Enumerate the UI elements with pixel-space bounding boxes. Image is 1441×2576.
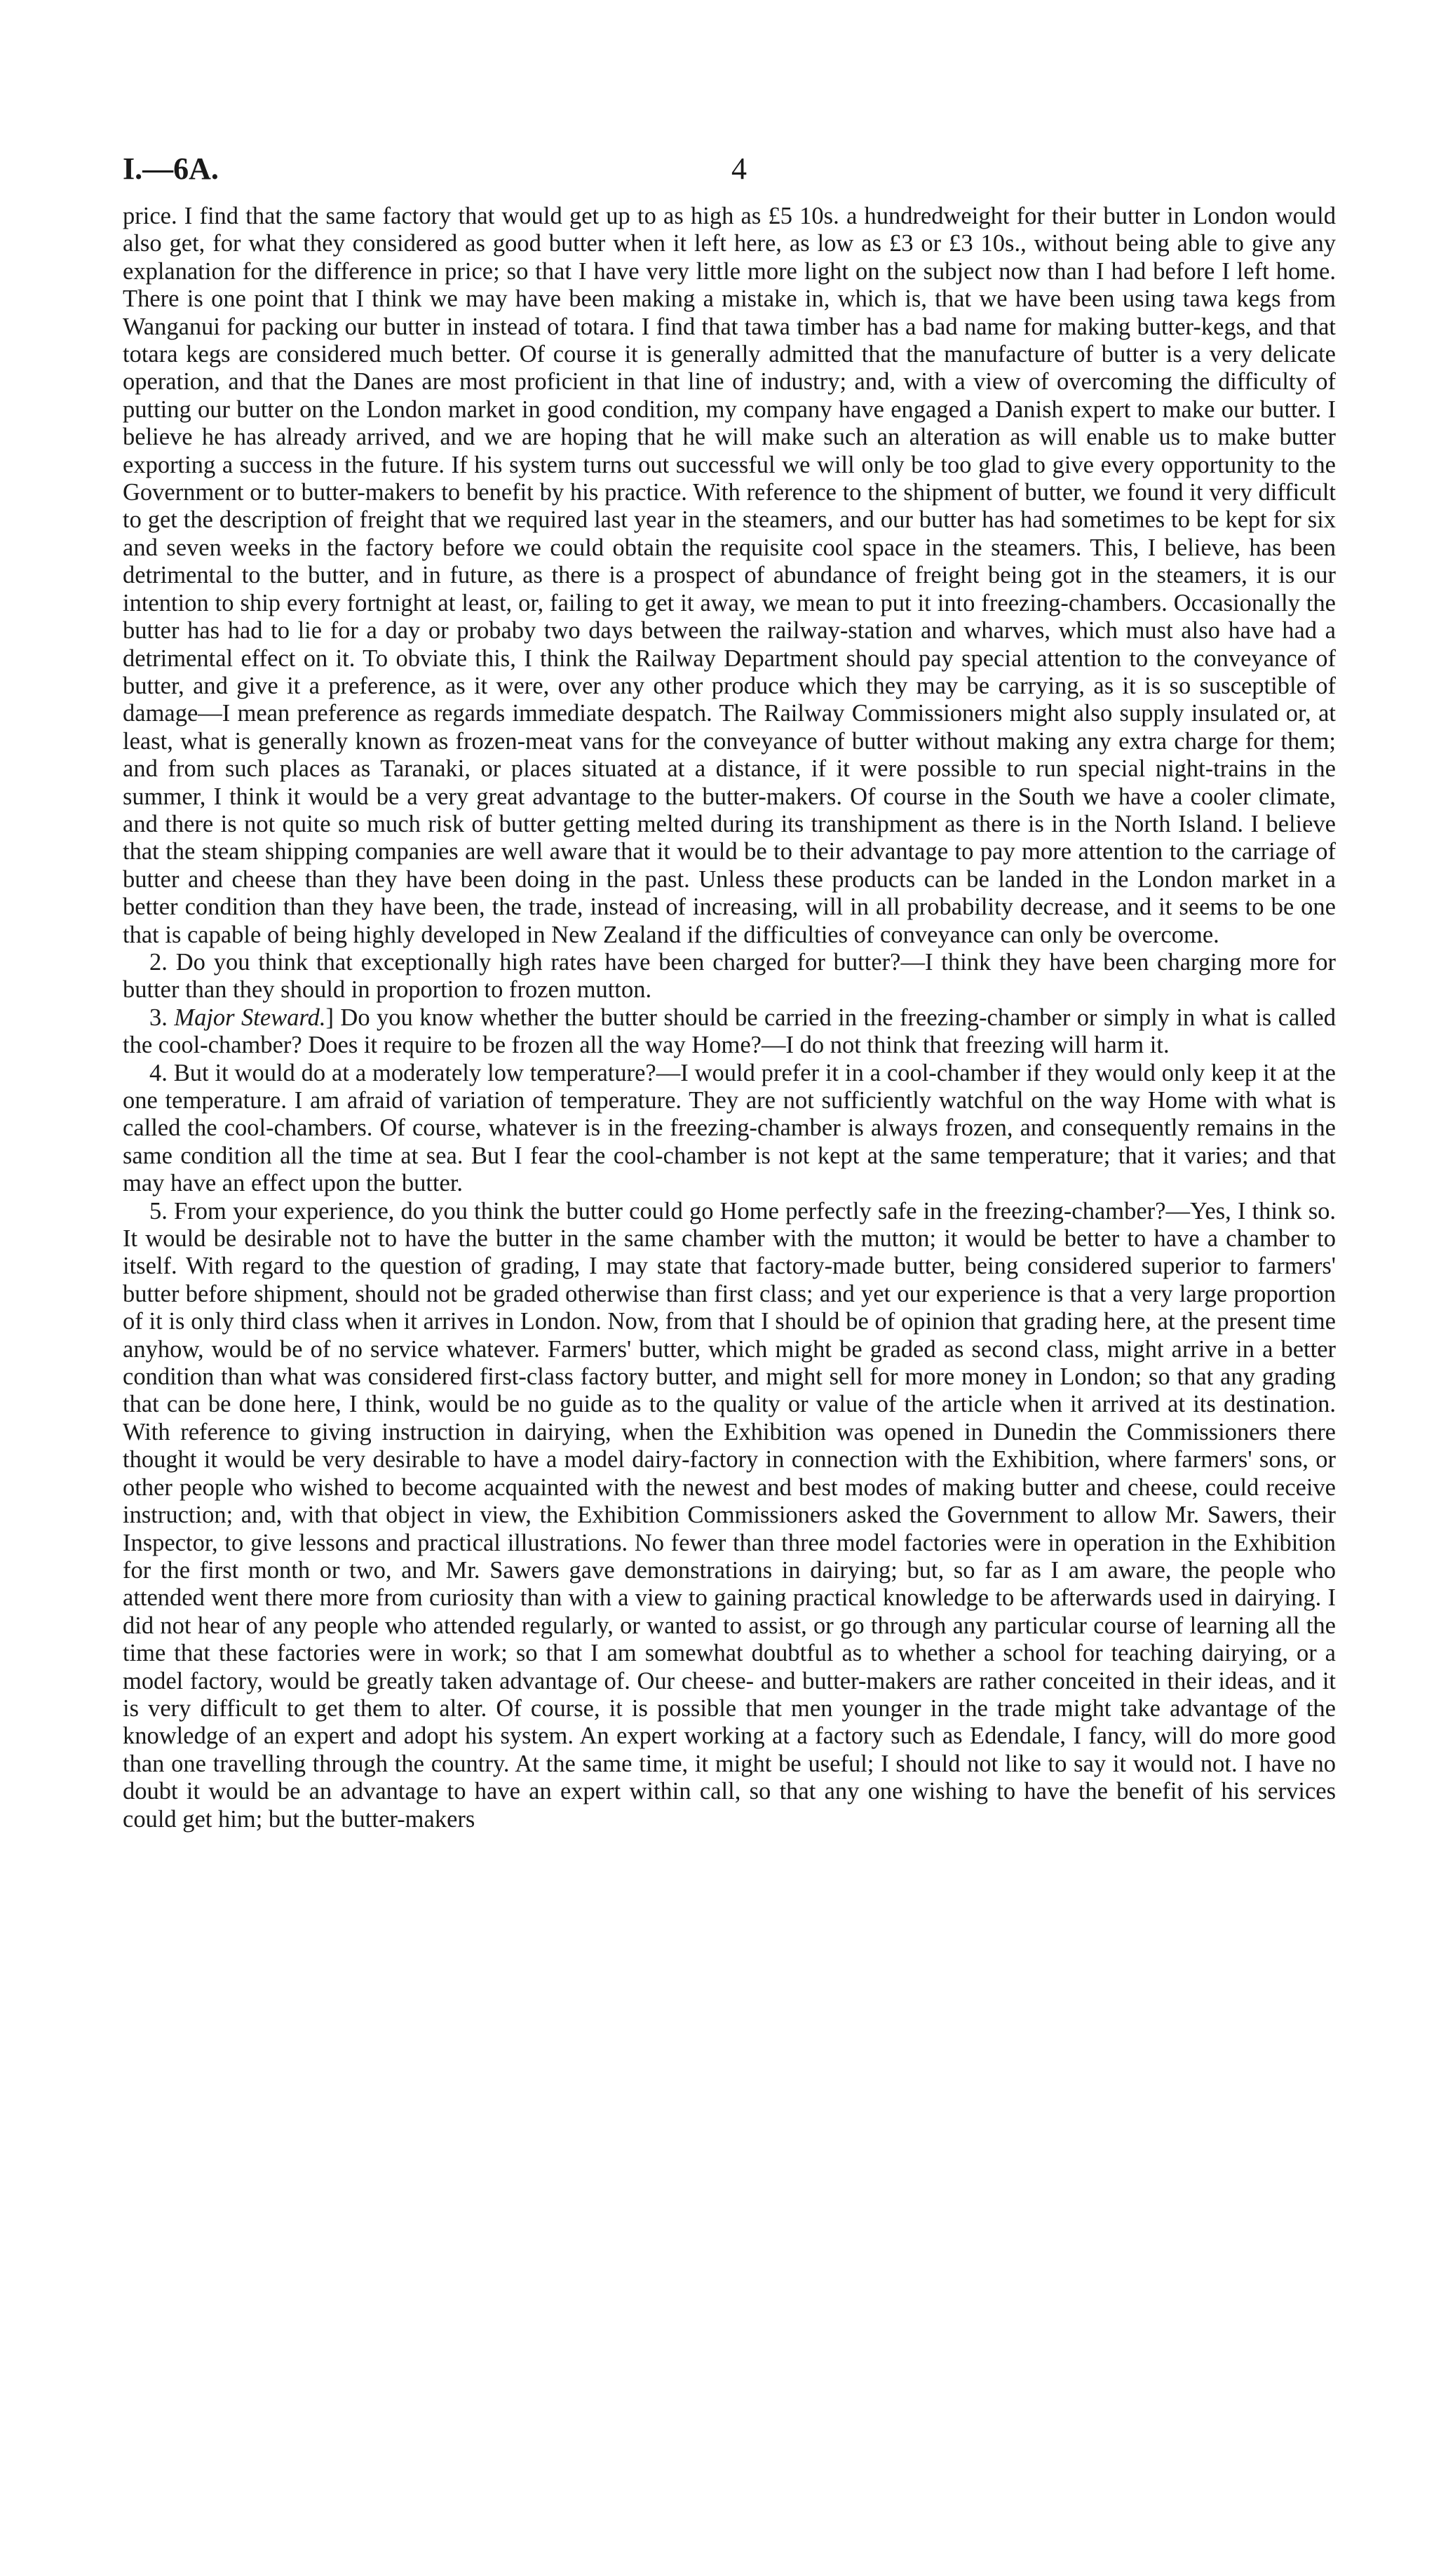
- paragraph-question-2: 2. Do you think that exceptionally high rates have been charged for butter?—I think they have been charging more for butter than they should in proportion to frozen mutton.: [123, 948, 1336, 1004]
- paragraph-question-3: 3. Major Steward.] Do you know whether the butter should be carried in the freezing-chamber or simply in what is called the cool-chamber? Does it require to be frozen all the way Home?—I do not think that freezing will harm it.: [123, 1004, 1336, 1059]
- running-head: [123, 151, 1336, 193]
- page-number: 4: [731, 151, 747, 186]
- paragraph-question-4: 4. But it would do at a moderately low temperature?—I would prefer it in a cool-chamber if they would only keep it at the one temperature. I am afraid of variation of temperature. They are not sufficiently watchful on the way Home with what is called the cool-chambers. Of course, whatever is in the freezing-chamber is always frozen, and consequently remains in the same condition all the time at sea. But I fear the cool-chamber is not kept at the same temperature; that it varies; and that may have an effect upon the butter.: [123, 1059, 1336, 1197]
- paragraph-question-5: 5. From your experience, do you think the butter could go Home perfectly safe in the freezing-chamber?—Yes, I think so. It would be desirable not to have the butter in the same chamber with the mutton; it would be better to have a chamber to itself. With regard to the question of grading, I may state that factory-made butter, being considered superior to farmers' butter before shipment, should not be graded otherwise than first class; and yet our experience is that a very large proportion of it is only third class when it arrives in London. Now, from that I should be of opinion that grading here, at the present time anyhow, would be of no service whatever. Farmers' butter, which might be graded as second class, might arrive in a better condition than what was considered first-class factory butter, and might sell for more money in London; so that any grading that can be done here, I think, would be no guide as to the quality or value of the article when it arrived at its destination. With reference to giving instruction in dairying, when the Exhibition was opened in Dunedin the Commissioners there thought it would be very desirable to have a model dairy-factory in connection with the Exhibition, where farmers' sons, or other people who wished to become acquainted with the newest and best modes of making butter and cheese, could receive instruction; and, with that object in view, the Exhibition Commissioners asked the Government to allow Mr. Sawers, their Inspector, to give lessons and practical illustrations. No fewer than three model factories were in operation in the Exhibition for the first month or two, and Mr. Sawers gave demonstrations in dairying; but, so far as I am aware, the people who attended went there more from curiosity than with a view to gaining practical knowledge to be afterwards used in dairying. I did not hear of any people who attended regularly, or wanted to assist, or go through any particular course of learning all the time that these factories were in work; so that I am somewhat doubtful as to whether a school for teaching dairying, or a model factory, would be greatly taken advantage of. Our cheese- and butter-makers are rather conceited in their ideas, and it is very difficult to get them to alter. Of course, it is possible that men younger in the trade might take advantage of the knowledge of an expert and adopt his system. An expert working at a factory such as Edendale, I fancy, will do more good than one travelling through the country. At the same time, it might be useful; I should not like to say it would not. I have no doubt it would be an advantage to have an expert within call, so that any one wishing to have the benefit of his services could get him; but the butter-makers: [123, 1197, 1336, 1833]
- paragraph-continuation: price. I find that the same factory that would get up to as high as £5 10s. a hundredweight for their butter in London would also get, for what they considered as good butter when it left here, as low as £3 or £3 10s., without being able to give any explanation for the difference in price; so that I have very little more light on the subject now than I had before I left home. There is one point that I think we may have been making a mistake in, which is, that we have been using tawa kegs from Wanganui for packing our butter in instead of totara. I find that tawa timber has a bad name for making butter-kegs, and that totara kegs are considered much better. Of course it is generally admitted that the manufacture of butter is a very delicate operation, and that the Danes are most proficient in that line of industry; and, with a view of overcoming the difficulty of putting our butter on the London market in good condition, my company have engaged a Danish expert to make our butter. I believe he has already arrived, and we are hoping that he will make such an alteration as will enable us to make butter exporting a success in the future. If his system turns out successful we will only be too glad to give every opportunity to the Government or to butter-makers to benefit by his practice. With reference to the shipment of butter, we found it very difficult to get the description of freight that we required last year in the steamers, and our butter has had sometimes to be kept for six and seven weeks in the factory before we could obtain the requisite cool space in the steamers. This, I believe, has been detrimental to the butter, and in future, as there is a prospect of abundance of freight being got in the steamers, it is our intention to ship every fortnight at least, or, failing to get it away, we mean to put it into freezing-chambers. Occasionally the butter has had to lie for a day or probaby two days between the railway-station and wharves, which must also have had a detrimental effect on it. To obviate this, I think the Railway Department should pay special attention to the conveyance of butter, and give it a preference, as it were, over any other produce which they may be carrying, as it is so susceptible of damage—I mean preference as regards immediate despatch. The Railway Commissioners might also supply insulated or, at least, what is generally known as frozen-meat vans for the conveyance of butter without making any extra charge for them; and from such places as Taranaki, or places situated at a distance, if it were possible to run special night-trains in the summer, I think it would be a very great advantage to the butter-makers. Of course in the South we have a cooler climate, and there is not quite so much risk of butter getting melted during its transhipment as there is in the North Island. I believe that the steam shipping companies are well aware that it would be to their advantage to pay more attention to the carriage of butter and cheese than they have been doing in the past. Unless these products can be landed in the London market in a better condition than they have been, the trade, instead of increasing, will in all probability decrease, and it seems to be one that is capable of being highly developed in New Zealand if the difficulties of conveyance can only be overcome.: [123, 203, 1336, 948]
- question-number: 3.: [149, 1004, 175, 1031]
- speaker-name: Major Steward.: [174, 1004, 326, 1031]
- body-text: [123, 203, 1336, 1833]
- document-reference: I.—6A.: [123, 151, 219, 186]
- document-page: [123, 151, 1336, 1833]
